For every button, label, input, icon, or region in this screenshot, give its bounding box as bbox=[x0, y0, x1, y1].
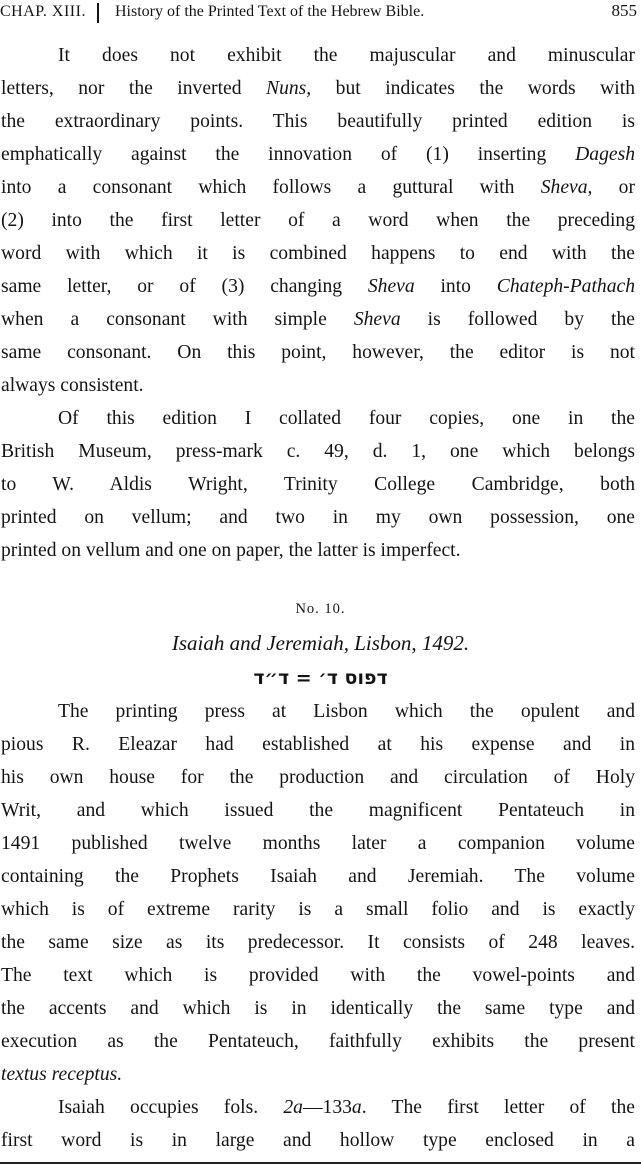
text-line: letters, nor the inverted Nuns, but indicates the words with bbox=[1, 78, 635, 99]
italic-term: Sheva bbox=[367, 276, 415, 297]
text-line: containing the Prophets Isaiah and Jeremiah. The volume bbox=[1, 866, 635, 887]
italic-term: Sheva bbox=[353, 309, 401, 330]
text-line: execution as the Pentateuch, faithfully exhibits the present bbox=[1, 1031, 635, 1052]
italic-term: Nuns, bbox=[266, 78, 312, 99]
text-line: same consonant. On this point, however, the editor is not bbox=[1, 342, 635, 363]
text-line: same letter, or of (3) changing Sheva into Chateph-Pathach bbox=[1, 276, 635, 297]
italic-term: Dagesh bbox=[575, 144, 635, 165]
text-line: into a consonant which follows a guttural with Sheva, or bbox=[1, 177, 635, 198]
text-line: the accents and which is in identically the same type and bbox=[1, 998, 635, 1019]
text-line: when a consonant with simple Sheva is followed by the bbox=[1, 309, 635, 330]
text-line: his own house for the production and circulation of Holy bbox=[1, 767, 635, 788]
text-line: 1491 published twelve months later a companion volume bbox=[1, 833, 635, 854]
text-line: textus receptus. bbox=[1, 1064, 123, 1085]
italic-term: Sheva, bbox=[540, 177, 593, 198]
text-line: pious R. Eleazar had established at his expense and in bbox=[1, 734, 635, 755]
text-line: Isaiah occupies fols. 2a—133a. The first letter of the bbox=[58, 1097, 635, 1118]
section-title: Isaiah and Jeremiah, Lisbon, 1492. bbox=[171, 631, 470, 655]
text-line: word with which it is combined happens to end with the bbox=[1, 243, 635, 264]
text-line: Writ, and which issued the magnificent Pentateuch in bbox=[1, 800, 635, 821]
text-line: the same size as its predecessor. It consists of 248 leaves. bbox=[1, 932, 635, 953]
italic-term: Chateph-Pathach bbox=[496, 276, 635, 297]
text-line: emphatically against the innovation of (1) inserting Dagesh bbox=[1, 144, 635, 165]
italic-term: a bbox=[351, 1097, 362, 1118]
running-title: History of the Printed Text of the Hebrew Bible. bbox=[115, 3, 425, 20]
text-line: Of this edition I collated four copies, one in the bbox=[58, 408, 635, 429]
text-line: printed on vellum and one on paper, the latter is imperfect. bbox=[1, 540, 461, 561]
text-line: (2) into the first letter of a word when the preceding bbox=[1, 210, 635, 231]
text-line: It does not exhibit the majuscular and minuscular bbox=[58, 45, 635, 66]
text-line: The printing press at Lisbon which the opulent and bbox=[58, 701, 635, 722]
text-line: printed on vellum; and two in my own possession, one bbox=[1, 507, 635, 528]
text-line: always consistent. bbox=[1, 375, 144, 396]
text-line: first word is in large and hollow type enclosed in a bbox=[1, 1130, 635, 1151]
chapter-label: CHAP. XIII. bbox=[0, 3, 86, 20]
text-line: The text which is provided with the vowel-points and bbox=[1, 965, 635, 986]
hebrew-abbreviation: דפוס ד׳ = ד״ד bbox=[253, 667, 388, 689]
text-line: British Museum, press-mark c. 49, d. 1, one which belongs bbox=[1, 441, 635, 462]
italic-term: 2a bbox=[283, 1097, 303, 1118]
page-number: 855 bbox=[611, 1, 637, 20]
running-header bbox=[0, 0, 641, 30]
header-divider bbox=[97, 3, 99, 23]
page-bottom-rule bbox=[0, 1162, 641, 1164]
section-number: No. 10. bbox=[295, 601, 346, 617]
text-line: which is of extreme rarity is a small folio and is exactly bbox=[1, 899, 635, 920]
text-line: to W. Aldis Wright, Trinity College Cambridge, both bbox=[1, 474, 635, 495]
text-line: the extraordinary points. This beautifully printed edition is bbox=[1, 111, 635, 132]
